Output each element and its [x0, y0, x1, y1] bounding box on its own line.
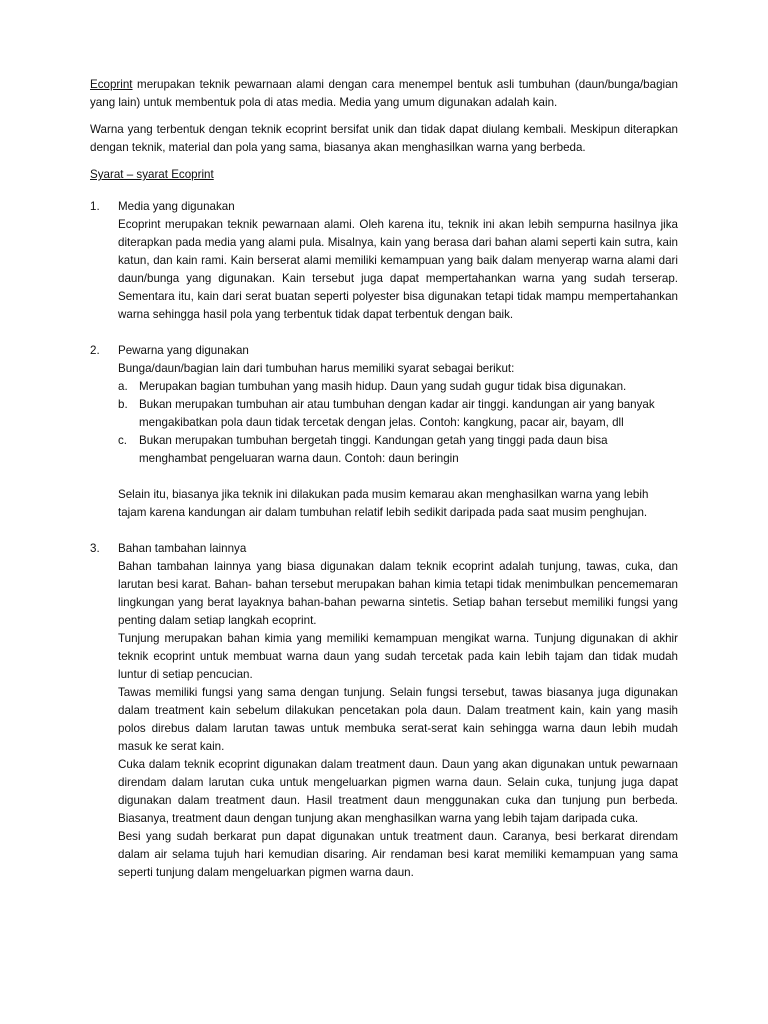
sub-item-text: Bukan merupakan tumbuhan bergetah tinggi. Kandungan getah yang tinggi pada daun bisa menghambat pengeluaran warna daun. Contoh: daun beringin [139, 434, 608, 465]
item-paragraph: Tunjung merupakan bahan kimia yang memiliki kemampuan mengikat warna. Tunjung digunakan di akhir teknik ecoprint untuk membuat warna daun yang sudah tercetak pada kain lebih tajam dan tidak mudah luntur di setiap pencucian. [118, 632, 678, 681]
sub-item-text: Merupakan bagian tumbuhan yang masih hidup. Daun yang sudah gugur tidak bisa digunakan. [139, 380, 627, 393]
item-paragraph: Cuka dalam teknik ecoprint digunakan dalam treatment daun. Daun yang akan digunakan untuk pewarnaan direndam dalam larutan cuka untuk mengeluarkan pigmen warna daun. Selain cuka, tunjung juga dapat digunakan dalam treatment daun. Hasil treatment daun menggunakan cuka dan tunjung pun berbeda. Biasanya, treatment daun dengan tunjung akan menghasilkan warna yang lebih tajam daripada cuka. [118, 758, 678, 825]
intro-paragraph-1 [90, 76, 678, 112]
item-text: Ecoprint merupakan teknik pewarnaan alami. Oleh karena itu, teknik ini akan lebih sempurna hasilnya jika diterapkan pada media yang alami pula. Misalnya, kain yang berasa dari bahan alami seperti kain sutra, kain katun, dan kain rami. Kain berserat alami memiliki kemampuan yang baik dalam menyerap warna alami dari daun/bunga yang digunakan. Kain tersebut juga dapat mempertahankan warna yang sudah terserap. Sementara itu, kain dari serat buatan seperti polyester bisa digunakan tetapi tidak mampu mempertahankan warna sehingga hasil pola yang terbentuk tidak dapat terbentuk dengan baik. [118, 218, 678, 321]
item-title: Media yang digunakan [118, 200, 235, 213]
sub-item-label: c. [118, 434, 128, 447]
sub-item-text: Bukan merupakan tumbuhan air atau tumbuhan dengan kadar air tinggi. kandungan air yang banyak mengakibatkan pola daun tidak tercetak dengan jelas. Contoh: kangkung, pacar air, bayam, dll [139, 398, 655, 429]
intro-paragraph-2: Warna yang terbentuk dengan teknik ecoprint bersifat unik dan tidak dapat diulang kembali. Meskipun diterapkan dengan teknik, material dan pola yang sama, biasanya akan menghasilkan warna yang berbeda. [90, 123, 678, 154]
section-heading: Syarat – syarat Ecoprint [90, 168, 214, 181]
item-number: 2. [90, 344, 100, 357]
item-closing-paragraph: Selain itu, biasanya jika teknik ini dilakukan pada musim kemarau akan menghasilkan warna yang lebih tajam karena kandungan air dalam tumbuhan relatif lebih sedikit daripada pada saat musim penghujan. [118, 488, 649, 519]
sub-item-b [118, 396, 678, 432]
item-body [118, 540, 678, 882]
item-number: 3. [90, 542, 100, 555]
item-paragraph: Bahan tambahan lainnya yang biasa digunakan dalam teknik ecoprint adalah tunjung, tawas, cuka, dan larutan besi karat. Bahan- bahan tersebut merupakan bahan kimia tetapi tidak menimbulkan pencememaran lingkungan yang berat layaknya bahan-bahan pewarna sintetis. Setiap bahan tersebut memiliki fungsi yang penting dalam setiap langkah ecoprint. [118, 560, 678, 627]
ecoprint-term: Ecoprint [90, 78, 133, 91]
item-paragraph: Besi yang sudah berkarat pun dapat digunakan untuk treatment daun. Caranya, besi berkarat direndam dalam air selama tujuh hari kemudian disaring. Air rendaman besi karat memiliki kemampuan yang sama seperti tunjung dalam mengeluarkan pigmen warna daun. [118, 830, 678, 879]
item-intro: Bunga/daun/bagian lain dari tumbuhan harus memiliki syarat sebagai berikut: [118, 362, 515, 375]
item-title: Pewarna yang digunakan [118, 344, 249, 357]
sub-item-a [118, 378, 678, 396]
item-number: 1. [90, 200, 100, 213]
item-title: Bahan tambahan lainnya [118, 542, 247, 555]
item-paragraph: Tawas memiliki fungsi yang sama dengan tunjung. Selain fungsi tersebut, tawas biasanya juga digunakan dalam treatment kain sebelum dilakukan pencetakan pola daun. Dalam treatment kain, kain yang masih polos direbus dalam larutan tawas untuk membuka serat-serat kain sehingga warna daun lebih mudah masuk ke serat kain. [118, 686, 678, 753]
sub-item-label: a. [118, 380, 128, 393]
intro-paragraph-1-text: merupakan teknik pewarnaan alami dengan cara menempel bentuk asli tumbuhan (daun/bunga/bagian yang lain) untuk membentuk pola di atas media. Media yang umum digunakan adalah kain. [90, 78, 678, 109]
list-item-3 [90, 540, 678, 882]
item-body [118, 342, 678, 522]
item-body [118, 198, 678, 324]
sub-item-c [118, 432, 678, 468]
list-item-2 [90, 342, 678, 522]
sub-item-label: b. [118, 398, 128, 411]
list-item-1 [90, 198, 678, 324]
